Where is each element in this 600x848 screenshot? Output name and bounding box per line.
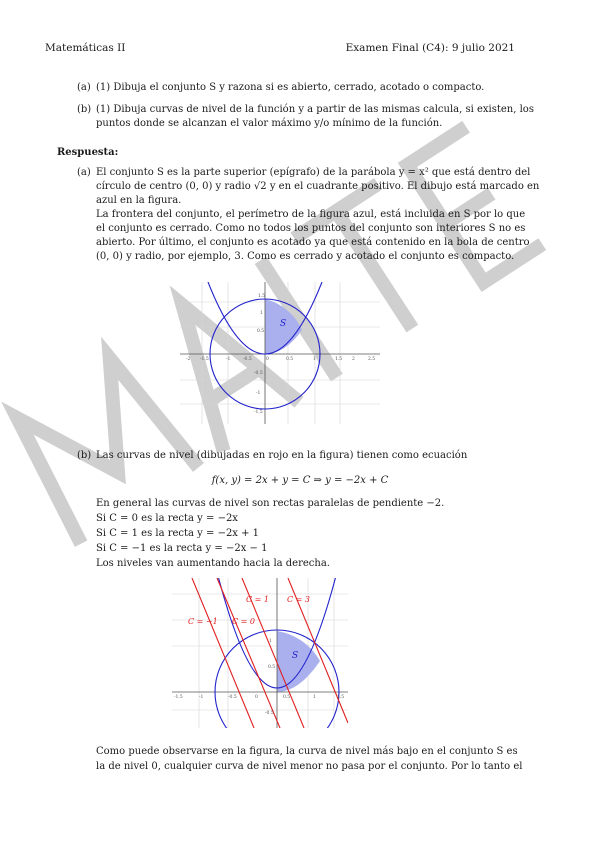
question-a-label: (a) <box>77 82 91 93</box>
question-a-text: (1) Dibuja el conjunto S y razona si es abierto, cerrado, acotado o compacto. <box>96 82 485 93</box>
question-b-line2: puntos donde se alcanzan el valor máximo y/o mínimo de la función. <box>96 118 443 129</box>
x-tick: -1 <box>226 357 231 362</box>
x-tick: -1.5 <box>174 695 183 700</box>
set-label: S <box>280 319 287 329</box>
y-tick: -0.5 <box>265 711 274 716</box>
answer-b-line: Si C = 0 es la recta y = −2x <box>96 513 238 524</box>
x-tick: 1 <box>313 357 316 362</box>
level-label: C = 1 <box>246 595 269 604</box>
level-label: C = 0 <box>232 617 255 626</box>
set-label: S <box>292 651 299 661</box>
closing-line: la de nivel 0, cualquier curva de nivel menor no pasa por el conjunto. Por lo tanto el <box>96 761 523 772</box>
x-tick: 0.5 <box>286 357 294 362</box>
answer-a-line: El conjunto S es la parte superior (epígrafo) de la parábola y = x² que está dentro del <box>96 167 531 178</box>
answer-title: Respuesta: <box>57 147 119 158</box>
x-tick: 2 <box>352 357 355 362</box>
answer-a-line: abierto. Por último, el conjunto es acotado ya que está contenido en la bola de centro <box>96 237 530 248</box>
answer-b-line: Si C = −1 es la recta y = −2x − 1 <box>96 543 268 554</box>
level-line-c-minus-1 <box>192 578 254 728</box>
x-tick: -0.5 <box>243 357 252 362</box>
x-tick: -1 <box>199 695 204 700</box>
x-tick: 2.5 <box>368 357 376 362</box>
x-tick: -1.5 <box>200 357 209 362</box>
x-tick: -0.5 <box>228 695 237 700</box>
y-tick: -0.5 <box>254 371 263 376</box>
figure-level-curves <box>172 578 348 728</box>
answer-a-line: círculo de centro (0, 0) y radio √2 y en el cuadrante positivo. El dibujo está marcado en <box>96 181 540 192</box>
y-tick: 0.5 <box>268 665 276 670</box>
answer-a-line: La frontera del conjunto, el perímetro de la figura azul, está incluida en S por lo que <box>96 209 526 220</box>
level-label: C = 3 <box>287 595 310 604</box>
answer-b-equation: f(x, y) = 2x + y = C ⇒ y = −2x + C <box>211 475 389 486</box>
answer-a-line: azul en la figura. <box>96 195 182 206</box>
answer-a-line: el conjunto es cerrado. Como no todos los puntos del conjunto son interiores S no es <box>96 223 526 234</box>
level-label: C = −1 <box>188 617 218 626</box>
question-b-line1: (1) Dibuja curvas de nivel de la función y a partir de las mismas calcula, si existen, los <box>96 104 534 115</box>
y-tick: 1 <box>269 639 272 644</box>
answer-b-line: Si C = 1 es la recta y = −2x + 1 <box>96 528 260 539</box>
answer-a-label: (a) <box>77 167 91 178</box>
x-tick: -2 <box>186 357 191 362</box>
y-tick: 1 <box>260 311 263 316</box>
answer-b-label: (b) <box>77 450 92 461</box>
y-tick: -1.5 <box>254 410 263 415</box>
answer-b-line: Los niveles van aumentando hacia la derecha. <box>96 558 330 569</box>
figure-set-s <box>180 282 380 424</box>
x-tick: 1.5 <box>335 357 343 362</box>
y-tick: -1 <box>256 391 261 396</box>
answer-b-line: En general las curvas de nivel son rectas paralelas de pendiente −2. <box>96 498 445 509</box>
x-tick: 1.5 <box>337 695 345 700</box>
header-exam: Examen Final (C4): 9 julio 2021 <box>345 42 515 54</box>
header-subject: Matemáticas II <box>45 42 126 54</box>
x-tick: 1 <box>313 695 316 700</box>
x-tick: 0 <box>255 695 258 700</box>
x-tick: 0.5 <box>283 695 291 700</box>
closing-line: Como puede observarse en la figura, la curva de nivel más bajo en el conjunto S es <box>96 746 518 757</box>
y-tick: 0.5 <box>257 329 265 334</box>
answer-b-intro: Las curvas de nivel (dibujadas en rojo en la figura) tienen como ecuación <box>96 450 468 461</box>
question-b-label: (b) <box>77 104 92 115</box>
y-tick: 1.5 <box>258 294 266 299</box>
answer-a-line: (0, 0) y radio, por ejemplo, 3. Como es cerrado y acotado el conjunto es compacto. <box>96 251 515 262</box>
x-tick: 0 <box>266 357 269 362</box>
